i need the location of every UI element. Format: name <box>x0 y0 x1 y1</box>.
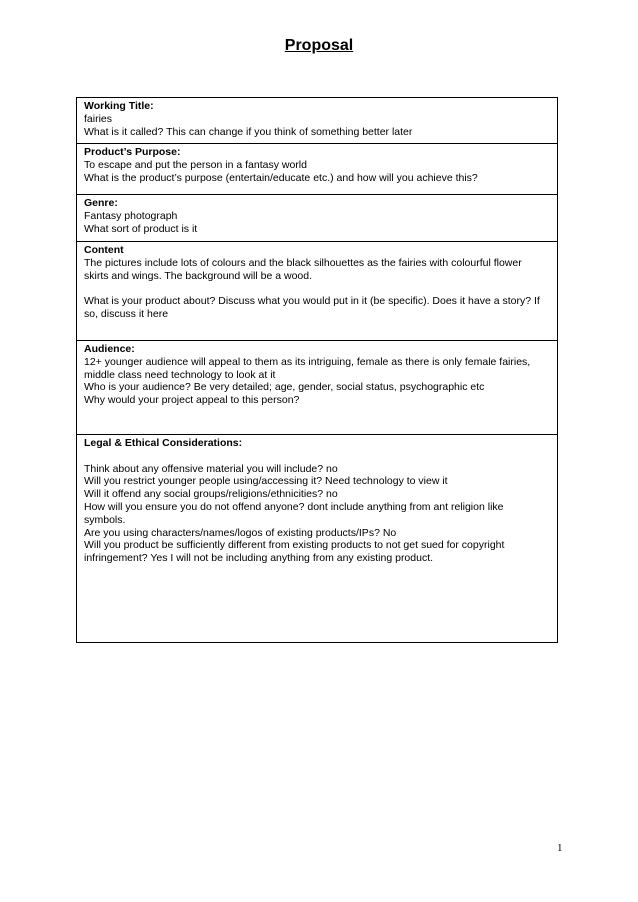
legal-line: How will you ensure you do not offend anyone? dont include anything from ant religion like <box>84 500 504 513</box>
section-heading: Genre: <box>84 197 118 209</box>
legal-line: Will it offend any social groups/religions/ethnicities? no <box>84 488 338 501</box>
audience-prompt-line: Why would your project appeal to this person? <box>84 394 300 407</box>
section-heading: Working Title: <box>84 100 154 112</box>
content-prompt-line: What is your product about? Discuss what you would put in it (be specific). Does it have a story? If <box>84 295 540 308</box>
purpose-prompt: What is the product’s purpose (entertain/educate etc.) and how will you achieve this? <box>84 171 478 184</box>
legal-line: infringement? Yes I will not be including anything from any existing product. <box>84 552 434 565</box>
section-working-title <box>77 98 558 144</box>
section-heading: Audience: <box>84 343 135 355</box>
working-title-answer: fairies <box>84 112 113 125</box>
working-title-prompt: What is it called? This can change if you think of something better later <box>84 125 413 138</box>
section-audience <box>77 341 558 435</box>
section-legal <box>77 435 558 643</box>
section-content <box>77 242 558 341</box>
page-number: 1 <box>557 842 563 854</box>
content-answer-line: skirts and wings. The background will be a wood. <box>84 269 313 282</box>
audience-prompt-line: Who is your audience? Be very detailed; age, gender, social status, psychographic etc <box>84 381 485 394</box>
legal-line: Are you using characters/names/logos of existing products/IPs? No <box>84 526 397 539</box>
content-prompt-line: so, discuss it here <box>84 307 169 320</box>
section-purpose <box>77 144 558 195</box>
content-answer-line: The pictures include lots of colours and the black silhouettes as the fairies with colourful flower <box>84 256 522 269</box>
genre-answer: Fantasy photograph <box>84 209 178 222</box>
audience-answer-line: middle class need technology to look at it <box>84 368 276 381</box>
section-heading: Legal & Ethical Considerations: <box>84 437 243 449</box>
section-heading: Content <box>84 244 124 256</box>
legal-line: Will you product be sufficiently different from existing products to not get sued for copyright <box>84 539 505 552</box>
legal-line: Think about any offensive material you will include? no <box>84 462 338 475</box>
section-heading: Product’s Purpose: <box>84 146 181 158</box>
proposal-table <box>76 97 558 643</box>
legal-line: symbols. <box>84 513 126 526</box>
legal-line: Will you restrict younger people using/accessing it? Need technology to view it <box>84 475 448 488</box>
audience-answer-line: 12+ younger audience will appeal to them as its intriguing, female as there is only female fairies, <box>84 355 531 368</box>
purpose-answer: To escape and put the person in a fantasy world <box>84 158 307 171</box>
page-title: Proposal <box>284 37 354 54</box>
section-genre <box>77 195 558 242</box>
genre-prompt: What sort of product is it <box>84 222 198 235</box>
